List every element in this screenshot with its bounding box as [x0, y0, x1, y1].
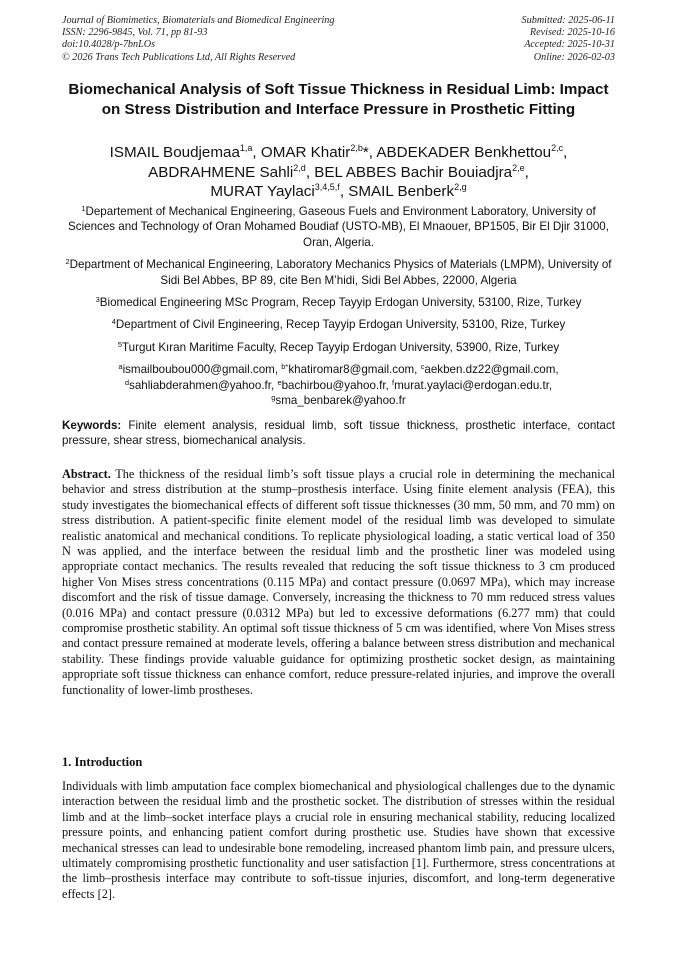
header-left	[62, 15, 442, 64]
online-date: Online: 2026-02-03	[533, 51, 615, 63]
email-sup: f	[392, 377, 395, 387]
author-name: ISMAIL Boudjemaa	[109, 144, 240, 161]
affiliation-sup: 4	[111, 317, 116, 327]
email-line-2	[62, 378, 615, 393]
affiliation-2	[62, 257, 615, 288]
affiliation-text: Department of Civil Engineering, Recep Tayyip Erdogan University, 53100, Rize, Turkey	[115, 318, 566, 332]
author-line-2	[62, 163, 615, 183]
author-sup: 3,4,5,f	[314, 182, 340, 192]
email-link[interactable]: sahliabderahmen@yahoo.fr,	[129, 378, 278, 392]
author-name: OMAR Khatir	[260, 144, 351, 161]
affiliations	[62, 204, 615, 408]
author-sep: ,	[339, 183, 349, 200]
author-sep: ,	[305, 163, 315, 181]
email-sup: c	[420, 362, 425, 372]
email-link[interactable]: sma_benbarek@yahoo.fr	[275, 394, 406, 408]
email-link[interactable]: khatiromar8@gmail.com,	[288, 363, 421, 377]
doi-line: doi:10.4028/p-7bnLOs	[62, 39, 156, 51]
email-link[interactable]: bachirbou@yahoo.fr,	[281, 378, 392, 392]
author-sep: ,	[252, 144, 261, 161]
affiliation-text: Turgut Kıran Maritime Faculty, Recep Tayyip Erdogan University, 53900, Rize, Turkey	[122, 340, 560, 354]
affiliation-sup: 3	[95, 295, 100, 305]
issn-line: ISSN: 2296-9845, Vol. 71, pp 81-93	[62, 27, 208, 39]
author-sup: 2,g	[454, 182, 467, 192]
author-sup: 2,c	[551, 143, 564, 153]
abstract-text: The thickness of the residual limb’s soft tissue plays a crucial role in determining the mechanical behavior and stress distribution at the stump–prosthesis interface. Using finite element analysis (FEA), this study investigates the biomechanical effects of different soft tissue thicknesses (30 mm, 50 mm, and 70 mm) on stress distribution. A patient-specific finite element model of the residual limb was developed to simulate realistic anatomical and mechanical conditions. To replicate physiological loading, a static vertical load of 350 N was applied, and the interface between the residual limb and the prosthetic liner was modeled using appropriate contact mechanics. The results revealed that reducing the soft tissue thickness to 3 cm produced higher Von Mises stress concentrations (0.115 MPa) and contact pressure (0.0697 MPa), which may increase discomfort and the risk of tissue damage. Conversely, increasing the thickness to 70 mm reduced stress values (0.016 MPa) and contact pressure (0.0312 MPa) but led to excessive deformations (6.277 mm) that could compromise prosthetic stability. An optimal soft tissue thickness of 5 cm was identified, where Von Mises stress and contact pressure remained at moderate levels, offering a balance between stress distribution and mechanical stability. These findings provide valuable guidance for optimizing prosthetic socket design, as maintaining appropriate soft tissue thickness can enhance comfort, reduce pressure-related injuries, and improve the overall functionality of lower-limb prostheses.	[62, 467, 615, 697]
affiliation-text: Department of Mechanical Engineering, Laboratory Mechanics Physics of Materials (LMPM), University of Sidi Bel Abbes, BP 89, cite Ben M’hidi, Sidi Bel Abbes, 22000, Algeria	[69, 258, 612, 287]
affiliation-text: Departement of Mechanical Engineering, Gaseous Fuels and Environment Laboratory, University of Sciences and Technology of Oran Mohamed Boudiaf (USTO-MB), El Mnaouer, BP1505, Bir El Djir 31000, Oran, Algeria.	[68, 205, 609, 249]
author-name: ABDRAHMENE Sahli	[148, 163, 294, 181]
author-sup: 1,a	[239, 143, 253, 153]
keywords-text: Finite element analysis, residual limb, soft tissue thickness, prosthetic interface, contact pressure, shear stress, biomechanical analysis.	[62, 419, 615, 448]
submitted-date: Submitted: 2025-06-11	[521, 15, 615, 26]
email-sup: b*	[281, 362, 289, 372]
affiliation-1	[62, 204, 615, 250]
affiliation-sup: 2	[65, 257, 70, 267]
affiliation-sup: 5	[117, 339, 123, 349]
email-line-3	[62, 393, 615, 408]
accepted-date: Accepted: 2025-10-31	[524, 39, 615, 51]
author-sep: *,	[362, 144, 377, 161]
paper-title: Biomechanical Analysis of Soft Tissue Thickness in Residual Limb: Impact on Stress Distribution and Interface Pressure in Prosthetic Fitting	[68, 81, 609, 118]
affiliation-4	[62, 317, 615, 332]
author-name: BEL ABBES Bachir Bouiadjra	[314, 163, 513, 181]
abstract-block	[62, 467, 615, 698]
revised-date: Revised: 2025-10-16	[529, 27, 615, 39]
email-list	[62, 362, 615, 408]
email-sup: g	[271, 393, 276, 403]
email-sup: a	[118, 362, 123, 372]
author-sup: 2,e	[512, 162, 525, 173]
copyright-line: © 2026 Trans Tech Publications Ltd, All Rights Reserved	[62, 51, 296, 63]
author-sep: ,	[563, 144, 568, 161]
keywords-label: Keywords:	[62, 419, 122, 432]
email-link[interactable]: murat.yaylaci@erdogan.edu.tr,	[394, 378, 553, 392]
journal-name: Journal of Biomimetics, Biomaterials and Biomedical Engineering	[62, 15, 335, 26]
introduction-heading: 1. Introduction	[62, 755, 143, 769]
author-name: ABDEKADER Benkhettou	[376, 144, 552, 161]
author-sup: 2,b	[350, 143, 363, 153]
header-right	[415, 15, 615, 64]
affiliation-3	[62, 295, 615, 310]
author-sep: ,	[524, 163, 529, 181]
email-sup: d	[124, 377, 130, 387]
author-name: MURAT Yaylaci	[210, 183, 315, 200]
email-sup: e	[277, 377, 282, 387]
email-link[interactable]: aekben.dz22@gmail.com,	[424, 363, 559, 377]
author-sup: 2,d	[293, 162, 306, 173]
abstract-label: Abstract.	[62, 467, 111, 481]
affiliation-text: Biomedical Engineering MSc Program, Recep Tayyip Erdogan University, 53100, Rize, Turkey	[99, 296, 582, 310]
email-link[interactable]: ismailboubou000@gmail.com,	[122, 363, 282, 377]
affiliation-5	[62, 340, 615, 355]
author-list	[62, 143, 615, 202]
author-line-3	[62, 182, 615, 202]
introduction-paragraph: Individuals with limb amputation face complex biomechanical and physiological challenges due to the dynamic interaction between the residual limb and the prosthetic socket. The distribution of stresses within the residual limb and at the limb–socket interface plays a crucial role in ensuring mechanical stability, reducing localized pressure points, and enhancing patient comfort during prosthetic use. Studies have shown that excessive mechanical stresses can lead to undesirable bone remodeling, increased phantom limb pain, and pressure ulcers, ultimately compromising prosthetic functionality and user satisfaction [1]. Furthermore, stress concentrations at the limb–prosthesis interface may contribute to soft-tissue injuries, discomfort, and long-term degenerative effects [2].	[62, 779, 615, 901]
author-line-1	[62, 143, 615, 163]
author-name: SMAIL Benberk	[348, 183, 455, 200]
email-line-1	[62, 362, 615, 377]
affiliation-sup: 1	[81, 204, 86, 213]
keywords-block	[62, 418, 615, 449]
